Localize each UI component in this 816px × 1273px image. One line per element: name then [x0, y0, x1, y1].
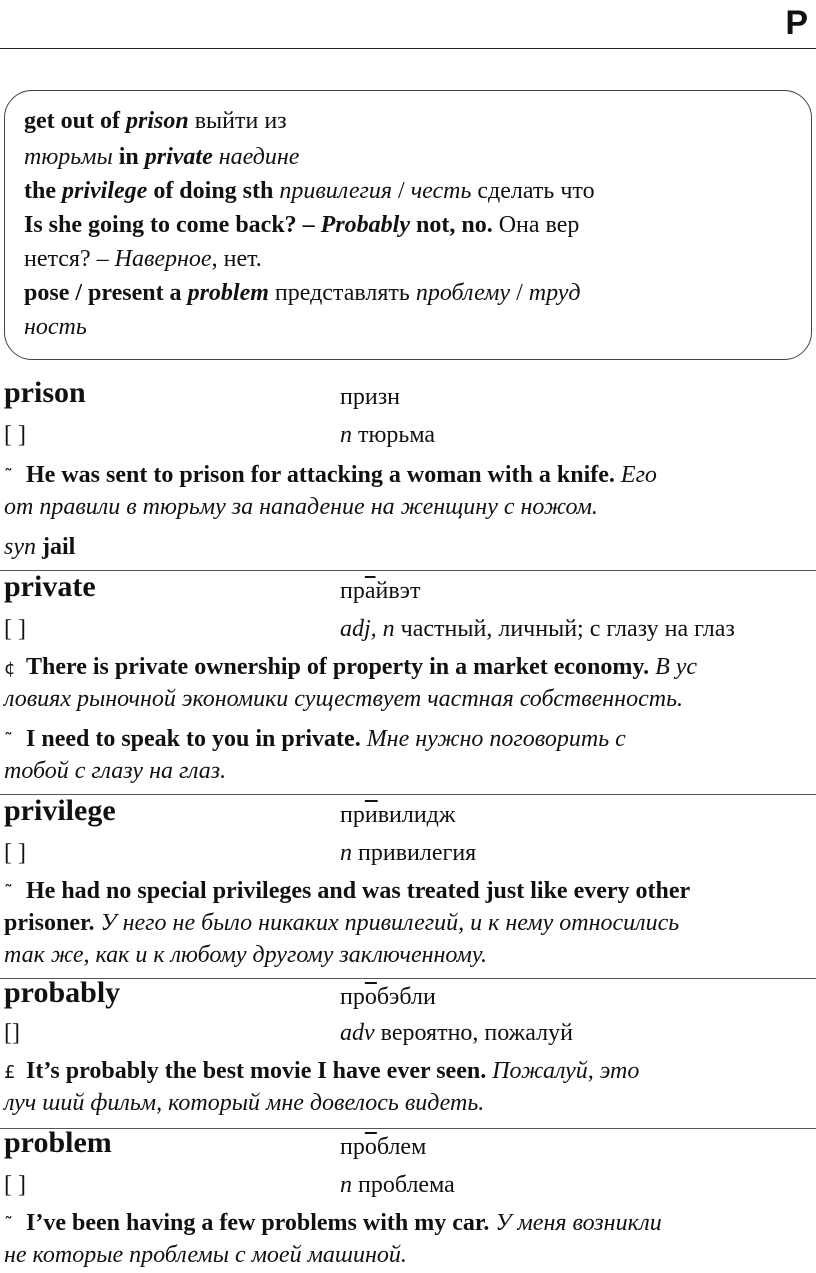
transliteration: проблем: [340, 1134, 427, 1160]
phrase-line: ность: [24, 314, 87, 340]
example: ¢ There is private ownership of property in a market economy. В ус: [4, 654, 698, 680]
gloss: adj, n частный, личный; с глазу на глаз: [340, 616, 735, 642]
phrase-line: pose / present a problem представлять проблему / труд: [24, 280, 581, 306]
example-translation: луч ший фильм, который мне довелось видеть.: [4, 1090, 485, 1116]
example: ˜ He had no special privileges and was treated just like every other: [4, 878, 691, 904]
transliteration: призн: [340, 384, 401, 410]
transcription-brackets: []: [4, 1020, 20, 1046]
transcription-brackets: [ ]: [4, 616, 26, 642]
gloss: n тюрьма: [340, 422, 436, 448]
gloss: n проблема: [340, 1172, 455, 1198]
headword: problem: [4, 1126, 112, 1159]
example: £ It’s probably the best movie I have ever seen. Пожалуй, это: [4, 1058, 640, 1084]
transliteration: привилидж: [340, 802, 456, 828]
phrase-line: the privilege of doing sth привилегия / честь сделать что: [24, 178, 595, 204]
example-translation: тобой с глазу на глаз.: [4, 758, 227, 784]
transcription-brackets: [ ]: [4, 422, 26, 448]
phrase-line: Is she going to come back? – Probably not, no. Она вер: [24, 212, 580, 238]
entry-divider: [0, 570, 816, 571]
example: prisoner. У него не было никаких привилегий, и к нему относились: [4, 910, 680, 936]
transcription-brackets: [ ]: [4, 840, 26, 866]
headword: private: [4, 570, 96, 603]
example-translation: не которые проблемы с моей машиной.: [4, 1242, 407, 1268]
headword: prison: [4, 376, 86, 409]
example-translation: так же, как и к любому другому заключенному.: [4, 942, 487, 968]
header-divider: [0, 48, 816, 49]
entry-divider: [0, 1128, 816, 1129]
headword: privilege: [4, 794, 116, 827]
example: ˜ He was sent to prison for attacking a woman with a knife. Его: [4, 462, 657, 488]
transliteration: прайвэт: [340, 578, 421, 604]
phrase-line: тюрьмы in private наедине: [24, 144, 300, 170]
transliteration: пробэбли: [340, 984, 436, 1010]
example: ˜ I’ve been having a few problems with my car. У меня возникли: [4, 1210, 662, 1236]
transcription-brackets: [ ]: [4, 1172, 26, 1198]
headword: probably: [4, 976, 121, 1009]
example: ˜ I need to speak to you in private. Мне нужно поговорить с: [4, 726, 626, 752]
phrase-line: get out of prison выйти из: [24, 108, 287, 134]
synonym: syn jail: [4, 534, 76, 560]
gloss: n привилегия: [340, 840, 477, 866]
example-translation: ловиях рыночной экономики существует частная собственность.: [4, 686, 683, 712]
gloss: adv вероятно, пожалуй: [340, 1020, 573, 1046]
phrase-line: нется? – Наверное, нет.: [24, 246, 262, 272]
example-translation: от правили в тюрьму за нападение на женщину с ножом.: [4, 494, 598, 520]
entry-divider: [0, 794, 816, 795]
entry-divider: [0, 978, 816, 979]
page-letter: P: [785, 4, 808, 42]
